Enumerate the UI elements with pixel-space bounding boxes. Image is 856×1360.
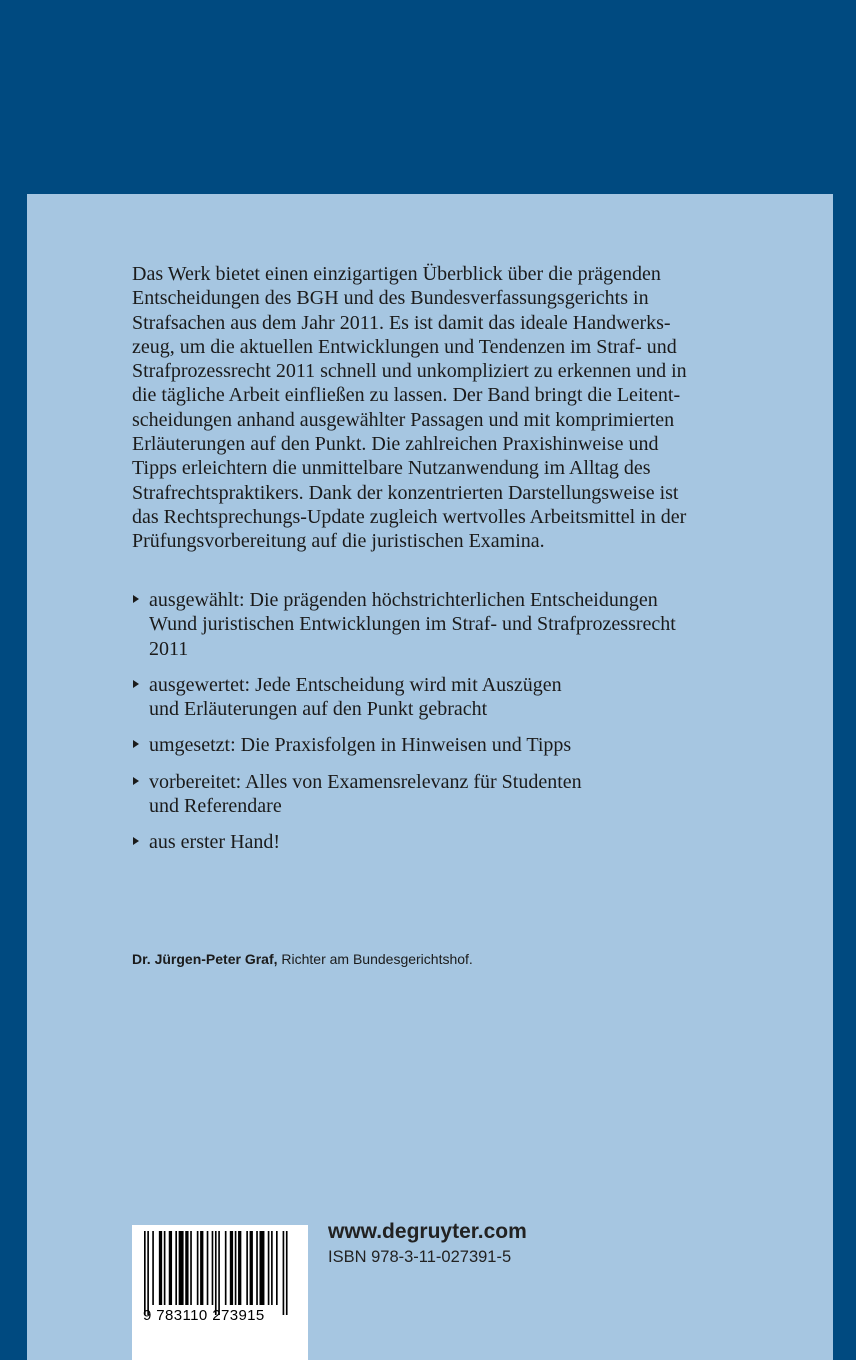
barcode-bar bbox=[179, 1231, 184, 1305]
bullet-line: vorbereitet: Alles von Examensrelevanz für Studenten bbox=[149, 770, 582, 793]
bullet-item bbox=[132, 733, 772, 757]
blurb-line: Prüfungsvorbereitung auf die juristischen Examina. bbox=[132, 530, 545, 553]
blurb-line: Entscheidungen des BGH und des Bundesverfassungsgerichts in bbox=[132, 287, 649, 310]
bullet-item bbox=[132, 673, 772, 722]
barcode-bar bbox=[256, 1231, 258, 1305]
blurb-line: Tipps erleichtern die unmittelbare Nutzanwendung im Alltag des bbox=[132, 457, 651, 480]
barcode-digits: 9 783110 273915 bbox=[143, 1307, 265, 1324]
triangle-bullet-icon bbox=[133, 680, 139, 688]
bullet-line: 2011 bbox=[149, 637, 189, 660]
barcode-bar bbox=[215, 1231, 217, 1315]
blurb-line: Strafprozessrecht 2011 schnell und unkompliziert zu erkennen und in bbox=[132, 360, 687, 383]
barcode-bar bbox=[218, 1231, 220, 1315]
blurb-text bbox=[132, 262, 744, 554]
blurb-line: Das Werk bietet einen einzigartigen Überblick über die prägenden bbox=[132, 263, 661, 285]
blurb-line: die tägliche Arbeit einfließen zu lassen. Der Band bringt die Leitent- bbox=[132, 384, 681, 407]
isbn-text: ISBN 978-3-11-027391-5 bbox=[328, 1248, 512, 1266]
triangle-bullet-icon bbox=[133, 740, 139, 748]
bullet-line: ausgewertet: Jede Entscheidung wird mit Auszügen bbox=[149, 673, 562, 696]
barcode-bar bbox=[246, 1231, 248, 1305]
feature-bullets bbox=[132, 588, 772, 855]
bullet-item bbox=[132, 588, 772, 661]
barcode-bar bbox=[169, 1231, 172, 1305]
barcode-bar bbox=[152, 1231, 154, 1305]
bullet-item bbox=[132, 770, 772, 819]
barcode-bar bbox=[147, 1231, 149, 1315]
bullet-line: und Erläuterungen auf den Punkt gebracht bbox=[149, 698, 488, 721]
barcode-bars bbox=[132, 1225, 308, 1360]
barcode-bar bbox=[286, 1231, 288, 1315]
author-role: Richter am Bundesgerichtshof. bbox=[281, 951, 473, 967]
barcode-bar bbox=[159, 1231, 162, 1305]
author-name: Dr. Jürgen-Peter Graf, bbox=[132, 951, 278, 967]
author-credit bbox=[132, 951, 473, 967]
blurb-line: Strafsachen aus dem Jahr 2011. Es ist damit das ideale Handwerks- bbox=[132, 311, 671, 334]
barcode-bar bbox=[225, 1231, 227, 1305]
barcode bbox=[132, 1225, 308, 1360]
barcode-bar bbox=[144, 1231, 146, 1315]
barcode-bar bbox=[235, 1231, 237, 1305]
triangle-bullet-icon bbox=[133, 777, 139, 785]
triangle-bullet-icon bbox=[133, 837, 139, 845]
barcode-bar bbox=[190, 1231, 192, 1305]
bullet-line: Wund juristischen Entwicklungen im Straf- und Strafprozessrecht bbox=[149, 613, 676, 636]
barcode-bar bbox=[238, 1231, 241, 1305]
barcode-bar bbox=[268, 1231, 270, 1305]
publisher-url[interactable]: www.degruyter.com bbox=[328, 1220, 527, 1243]
barcode-bar bbox=[230, 1231, 233, 1305]
barcode-bar bbox=[271, 1231, 273, 1305]
blurb-line: scheidungen anhand ausgewählter Passagen und mit komprimierten bbox=[132, 408, 675, 431]
bullet-line: umgesetzt: Die Praxisfolgen in Hinweisen und Tipps bbox=[149, 734, 572, 757]
barcode-bar bbox=[276, 1231, 278, 1305]
blurb-line: Strafrechtspraktikers. Dank der konzentrierten Darstellungsweise ist bbox=[132, 481, 679, 504]
blurb-line: Erläuterungen auf den Punkt. Die zahlreichen Praxishinweise und bbox=[132, 433, 659, 456]
blurb-line: das Rechtsprechungs-Update zugleich wertvolles Arbeitsmittel in der bbox=[132, 505, 687, 528]
bullet-line: und Referendare bbox=[149, 795, 282, 818]
barcode-bar bbox=[260, 1231, 265, 1305]
bullet-item bbox=[132, 830, 772, 854]
barcode-bar bbox=[207, 1231, 209, 1305]
barcode-bar bbox=[283, 1231, 285, 1315]
barcode-bar bbox=[185, 1231, 188, 1305]
bullet-line: aus erster Hand! bbox=[149, 831, 281, 854]
barcode-bar bbox=[250, 1231, 253, 1305]
barcode-bar bbox=[197, 1231, 199, 1305]
barcode-bar bbox=[164, 1231, 166, 1305]
barcode-bar bbox=[212, 1231, 214, 1305]
bullet-line: ausgewählt: Die prägenden höchstrichterlichen Entscheidungen bbox=[149, 589, 658, 611]
triangle-bullet-icon bbox=[133, 595, 139, 603]
blurb-line: zeug, um die aktuellen Entwicklungen und Tendenzen im Straf- und bbox=[132, 335, 677, 358]
barcode-bar bbox=[175, 1231, 177, 1305]
barcode-bar bbox=[200, 1231, 203, 1305]
